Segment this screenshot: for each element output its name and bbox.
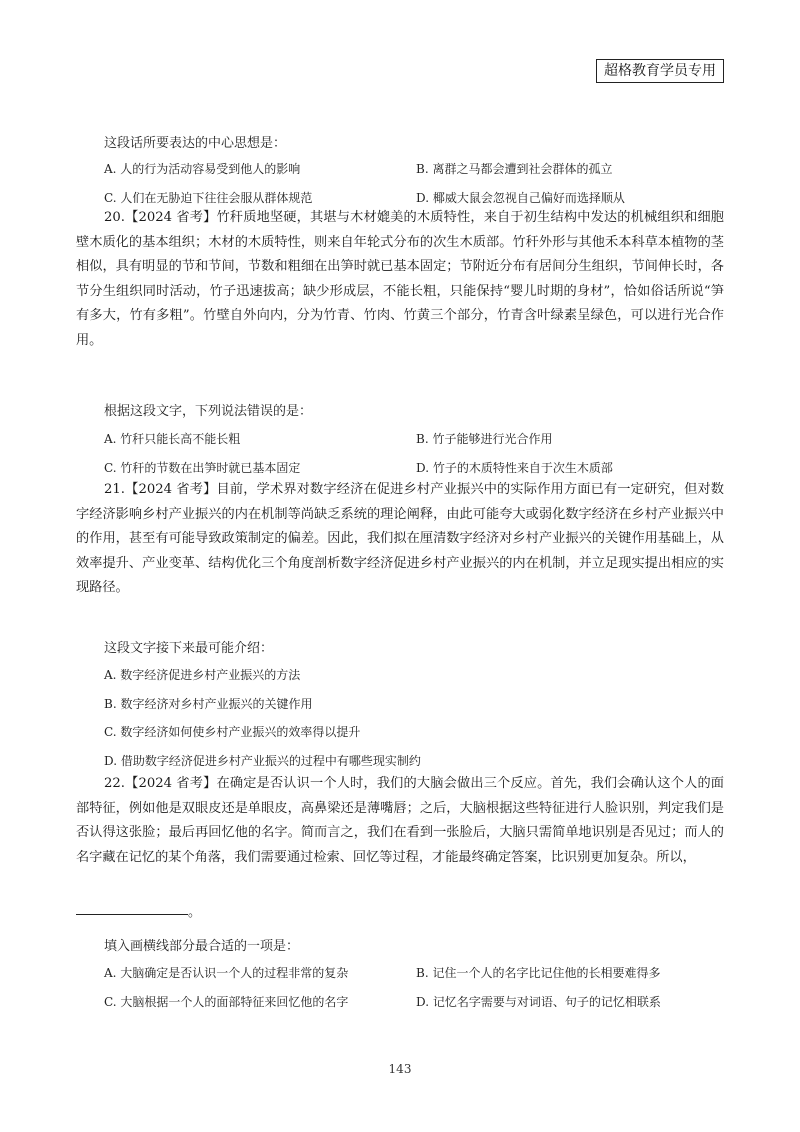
q22-option-c[interactable]: C. 大脑根据一个人的面部特征来回忆他的名字 bbox=[104, 995, 349, 1009]
q19-stem: 这段话所要表达的中心思想是： bbox=[104, 136, 287, 151]
q21-paragraph: 21.【2024 省考】目前，学术界对数字经济在促进乡村产业振兴中的实际作用方面已有一定研究，但对数字经济影响乡村产业振兴的内在机制等尚缺乏系统的理论阐释，由此可能夸大或弱化数字经济在乡村产业振兴中的作用，甚至有可能导致政策制定的偏差。因此，我们拟在厘清数字经济对乡村产业振兴的关键作用基础上，从效率提升、产业变革、结构优化三个角度剖析数字经济促进乡村产业振兴的内在机制，并立足现实提出相应的实现路径。 bbox=[76, 482, 724, 596]
q22-answer-blank[interactable] bbox=[76, 914, 188, 915]
q19-option-b[interactable]: B. 离群之马都会遭到社会群体的孤立 bbox=[416, 162, 613, 176]
q22-option-a[interactable]: A. 大脑确定是否认识一个人的过程非常的复杂 bbox=[104, 966, 349, 980]
q19-option-c[interactable]: C. 人们在无胁迫下往往会服从群体规范 bbox=[104, 191, 313, 205]
exclusive-use-tag: 超格教育学员专用 bbox=[596, 59, 724, 83]
q20-stem: 根据这段文字，下列说法错误的是： bbox=[104, 404, 313, 419]
q21-option-c[interactable]: C. 数字经济如何使乡村产业振兴的效率得以提升 bbox=[104, 725, 361, 739]
q19-option-a[interactable]: A. 人的行为活动容易受到他人的影响 bbox=[104, 162, 301, 176]
q21-option-a[interactable]: A. 数字经济促进乡村产业振兴的方法 bbox=[104, 668, 301, 682]
q21-option-d[interactable]: D. 借助数字经济促进乡村产业振兴的过程中有哪些现实制约 bbox=[104, 754, 421, 768]
q21-stem: 这段文字接下来最可能介绍： bbox=[104, 641, 274, 656]
q20-option-d[interactable]: D. 竹子的木质特性来自于次生木质部 bbox=[416, 461, 613, 475]
page-number: 143 bbox=[388, 1062, 412, 1076]
q20-option-a[interactable]: A. 竹秆只能长高不能长粗 bbox=[104, 432, 241, 446]
q20-option-b[interactable]: B. 竹子能够进行光合作用 bbox=[416, 432, 553, 446]
q20-option-c[interactable]: C. 竹秆的节数在出笋时就已基本固定 bbox=[104, 461, 301, 475]
q19-option-d[interactable]: D. 椰威大鼠会忽视自己偏好而选择顺从 bbox=[416, 191, 625, 205]
q22-option-d[interactable]: D. 记忆名字需要与对词语、句子的记忆相联系 bbox=[416, 995, 661, 1009]
q22-option-b[interactable]: B. 记住一个人的名字比记住他的长相要难得多 bbox=[416, 966, 661, 980]
q22-stem: 填入画横线部分最合适的一项是： bbox=[104, 939, 300, 954]
q20-paragraph: 20.【2024 省考】竹秆质地坚硬，其堪与木材媲美的木质特性，来自于初生结构中发达的机械组织和细胞壁木质化的基本组织；木材的木质特性，则来自年轮式分布的次生木质部。竹秆外形与其他禾本科草本植物的茎相似，具有明显的节和节间，节数和粗细在出笋时就已基本固定；节附近分布有居间分生组织，节间伸长时，各节分生组织同时活动，竹子迅速拔高；缺少形成层，不能长粗，只能保持“婴儿时期的身材”，恰如俗话所说“笋有多大，竹有多粗”。竹壁自外向内，分为竹青、竹肉、竹黄三个部分，竹青含叶绿素呈绿色，可以进行光合作用。 bbox=[76, 210, 724, 348]
q21-option-b[interactable]: B. 数字经济对乡村产业振兴的关键作用 bbox=[104, 697, 313, 711]
q22-blank-period: 。 bbox=[188, 905, 202, 920]
q22-paragraph: 22.【2024 省考】在确定是否认识一个人时，我们的大脑会做出三个反应。首先，我们会确认这个人的面部特征，例如他是双眼皮还是单眼皮，高鼻梁还是薄嘴唇；之后，大脑根据这些特征进行人脸识别，判定我们是否认得这张脸；最后再回忆他的名字。简而言之，我们在看到一张脸后，大脑只需简单地识别是否见过；而人的名字藏在记忆的某个角落，我们需要通过检索、回忆等过程，才能最终确定答案，比识别更加复杂。所以， bbox=[76, 776, 724, 865]
